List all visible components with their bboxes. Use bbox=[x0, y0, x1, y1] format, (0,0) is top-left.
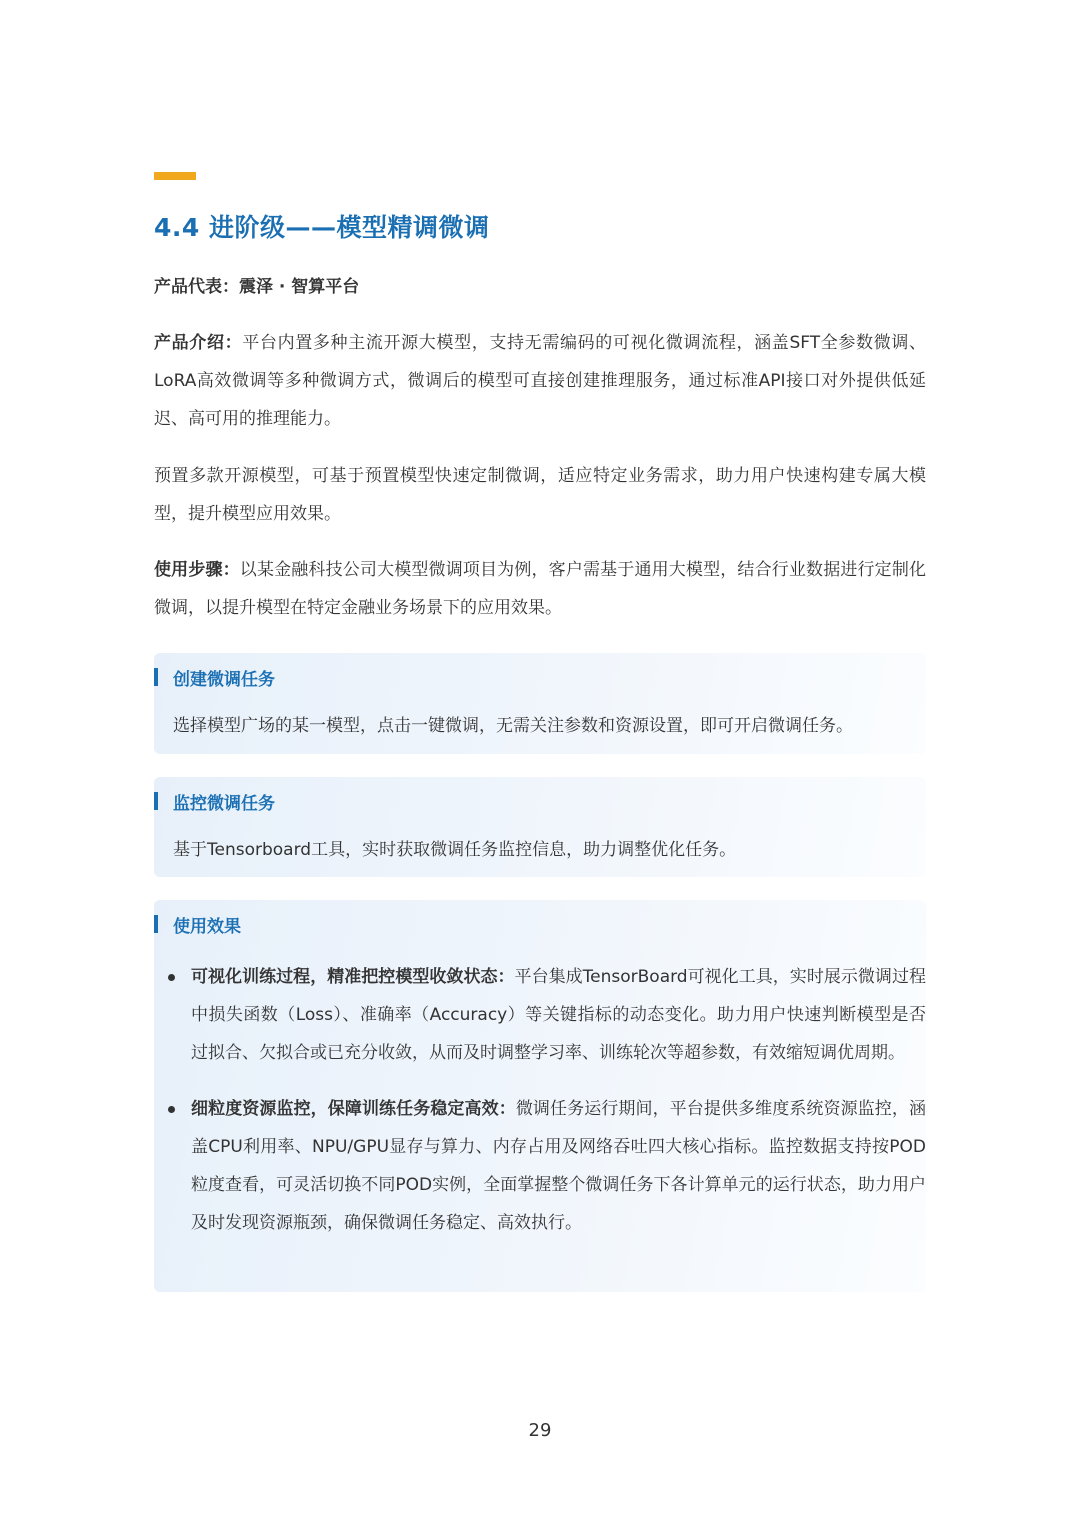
create-task-card bbox=[154, 653, 926, 754]
page-number: 29 bbox=[528, 1420, 552, 1441]
section-title: 4.4 进阶级——模型精调微调 bbox=[154, 213, 490, 242]
card-body: 基于Tensorboard工具，实时获取微调任务监控信息，助力调整优化任务。 bbox=[173, 840, 737, 860]
usage-steps-text: 以某金融科技公司大模型微调项目为例，客户需基于通用大模型，结合行业数据进行定制化微调，以提升模型在特定金融业务场景下的应用效果。 bbox=[154, 560, 926, 618]
product-intro-paragraph bbox=[154, 324, 926, 438]
product-intro-text: 平台内置多种主流开源大模型，支持无需编码的可视化微调流程，涵盖SFT全参数微调、LoRA高效微调等多种微调方式，微调后的模型可直接创建推理服务，通过标准API接口对外提供低延迟、高可用的推理能力。 bbox=[154, 333, 927, 429]
usage-steps-label: 使用步骤： bbox=[154, 560, 240, 580]
bullet-lead: 细粒度资源监控，保障训练任务稳定高效： bbox=[191, 1099, 516, 1119]
card-title: 创建微调任务 bbox=[173, 669, 275, 690]
card-header bbox=[154, 790, 275, 812]
bullet-dot-icon bbox=[168, 974, 175, 981]
product-representative: 产品代表：震泽 · 智算平台 bbox=[154, 277, 360, 297]
card-header bbox=[154, 913, 241, 935]
bullet-lead: 可视化训练过程，精准把控模型收敛状态： bbox=[191, 967, 515, 987]
usage-steps-paragraph bbox=[154, 551, 926, 627]
card-marker bbox=[154, 915, 158, 933]
product-intro-label: 产品介绍： bbox=[154, 333, 243, 353]
monitor-task-card bbox=[154, 777, 926, 877]
card-header bbox=[154, 666, 275, 688]
usage-effect-card bbox=[154, 900, 926, 1292]
bullet-text: 微调任务运行期间，平台提供多维度系统资源监控，涵盖CPU利用率、NPU/GPU显存与算力、内存占用及网络吞吐四大核心指标。监控数据支持按POD粒度查看，可灵活切换不同POD实例，全面掌握整个微调任务下各计算单元的运行状态，助力用户及时发现资源瓶颈，确保微调任务稳定、高效执行。 bbox=[191, 1099, 927, 1233]
effect-bullet-list bbox=[168, 958, 926, 1242]
card-body: 选择模型广场的某一模型，点击一键微调，无需关注参数和资源设置，即可开启微调任务。 bbox=[173, 716, 853, 736]
card-title: 使用效果 bbox=[173, 916, 241, 937]
preset-models-paragraph: 预置多款开源模型，可基于预置模型快速定制微调，适应特定业务需求，助力用户快速构建专属大模型，提升模型应用效果。 bbox=[154, 466, 926, 524]
card-marker bbox=[154, 792, 158, 810]
bullet-dot-icon bbox=[168, 1106, 175, 1113]
list-item bbox=[168, 958, 926, 1072]
list-item bbox=[168, 1090, 926, 1242]
section-accent-bar bbox=[154, 172, 196, 180]
card-title: 监控微调任务 bbox=[173, 793, 275, 814]
card-marker bbox=[154, 668, 158, 686]
bullet-text: 平台集成TensorBoard可视化工具，实时展示微调过程中损失函数（Loss）、准确率（Accuracy）等关键指标的动态变化。助力用户快速判断模型是否过拟合、欠拟合或已充分收敛，从而及时调整学习率、训练轮次等超参数，有效缩短调优周期。 bbox=[191, 967, 926, 1063]
